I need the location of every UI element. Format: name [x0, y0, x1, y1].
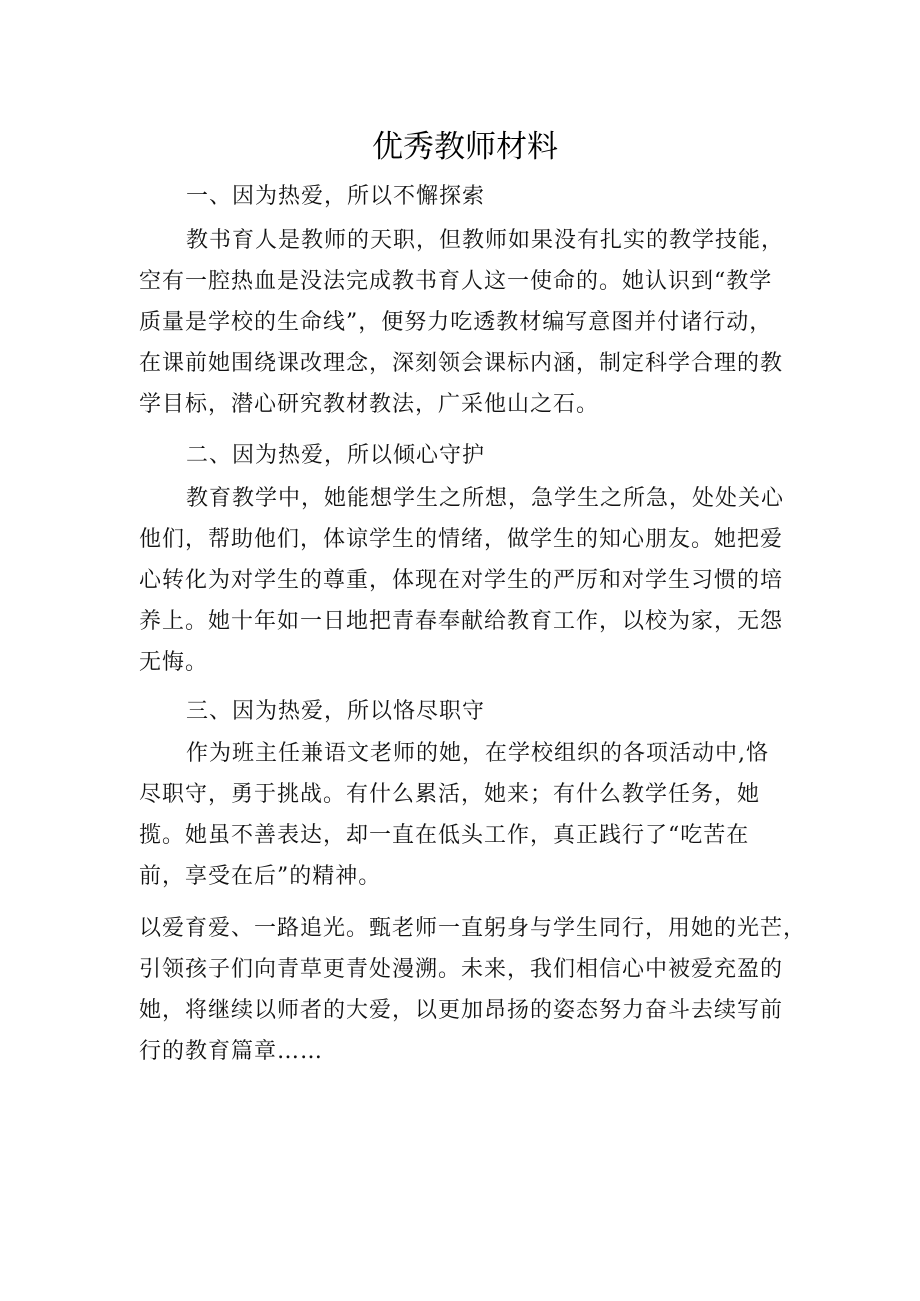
paragraph-line: 在课前她围绕课改理念，深刻领会课标内涵，制定科学合理的教 — [139, 351, 784, 376]
paragraph-line: 作为班主任兼语文老师的她，在学校组织的各项活动中,恪 — [186, 741, 769, 766]
section-heading: 二、因为热爱，所以倾心守护 — [186, 443, 486, 468]
section-paragraph-2 — [139, 478, 809, 683]
paragraph-line: 学目标，潜心研究教材教法，广采他山之石。 — [139, 392, 600, 417]
section-heading-3 — [139, 691, 809, 732]
paragraph-line: 教育教学中，她能想学生之所想，急学生之所急，处处关心 — [186, 486, 785, 511]
paragraph-line: 空有一腔热血是没法完成教书育人这一使命的。她认识到“教学 — [139, 269, 773, 294]
closing-paragraph — [139, 908, 809, 1072]
paragraph-line: 心转化为对学生的尊重，体现在对学生的严厉和对学生习惯的培 — [139, 568, 784, 593]
section-heading-1 — [139, 176, 809, 217]
paragraph-line: 质量是学校的生命线”，便努力吃透教材编写意图并付诸行动， — [139, 310, 773, 335]
paragraph-line: 养上。她十年如一日地把青春奉献给教育工作，以校为家，无怨 — [139, 609, 784, 634]
paragraph-line: 行的教育篇章…… — [139, 1039, 324, 1064]
paragraph-line: 以爱育爱、一路追光。甄老师一直躬身与学生同行，用她的光芒， — [139, 916, 807, 941]
paragraph-line: 无悔。 — [139, 650, 209, 675]
document-title: 优秀教师材料 — [372, 129, 558, 165]
paragraph-line: 前，享受在后”的精神。 — [139, 864, 382, 889]
section-heading: 三、因为热爱，所以恪尽职守 — [186, 699, 486, 724]
paragraph-line: 他们，帮助他们，体谅学生的情绪，做学生的知心朋友。她把爱 — [139, 527, 784, 552]
section-heading-2 — [139, 435, 809, 476]
paragraph-line: 尽职守，勇于挑战。有什么累活，她来；有什么教学任务，她 — [139, 782, 761, 807]
paragraph-line: 教书育人是教师的天职，但教师如果没有扎实的教学技能， — [186, 228, 785, 253]
section-paragraph-1 — [139, 220, 809, 425]
section-paragraph-3 — [139, 733, 809, 897]
section-heading: 一、因为热爱，所以不懈探索 — [186, 184, 486, 209]
paragraph-line: 她，将继续以师者的大爱，以更加昂扬的姿态努力奋斗去续写前 — [139, 998, 784, 1023]
paragraph-line: 引领孩子们向青草更青处漫溯。未来，我们相信心中被爱充盈的 — [139, 957, 784, 982]
paragraph-line: 揽。她虽不善表达，却一直在低头工作，真正践行了“吃苦在 — [139, 823, 750, 848]
